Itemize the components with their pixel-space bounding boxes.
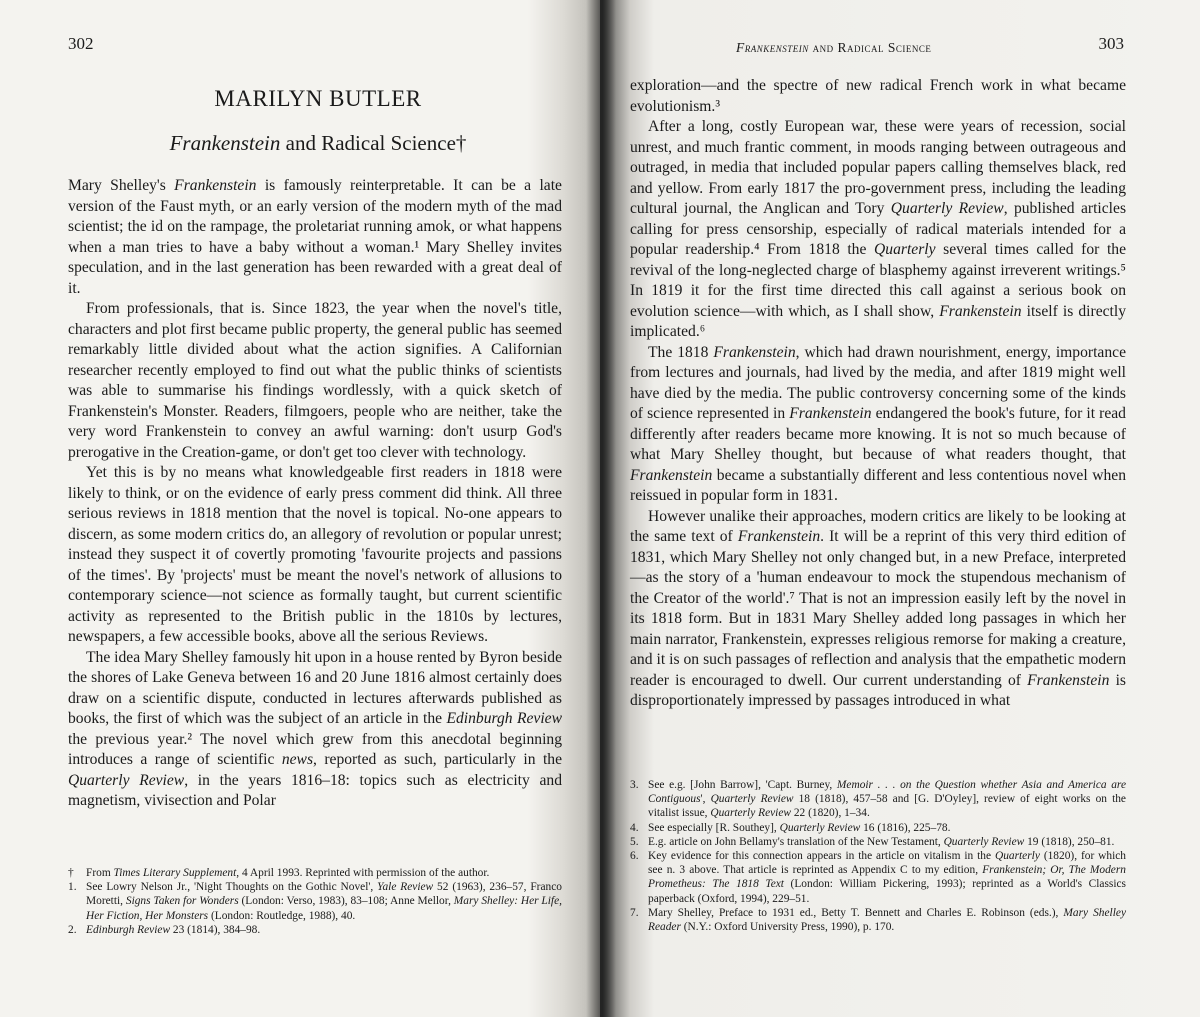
footnote — [630, 778, 1126, 821]
footnotes — [68, 866, 562, 937]
italic-run: Frankenstein — [713, 343, 796, 361]
italic-run: Mary Shelley: Her Life, Her Fiction, Her Monsters — [86, 895, 562, 922]
italic-run: Frankenstein; Or, The Modern Prometheus: The 1818 Text — [648, 864, 1126, 891]
paragraph: exploration—and the spectre of new radical French work in what became evolutionism.³ — [630, 77, 1126, 115]
italic-run: Mary Shelley Reader — [648, 906, 1126, 934]
footnote — [630, 835, 1126, 849]
page-number: 303 — [1098, 34, 1124, 53]
author-name: MARILYN BUTLER — [214, 86, 422, 111]
running-head-italic: Frankenstein — [736, 40, 809, 55]
italic-run: Frankenstein — [939, 302, 1022, 320]
italic-run: Frankenstein — [1027, 671, 1110, 689]
italic-run: Quarterly Review — [68, 771, 185, 789]
footnote — [68, 923, 562, 937]
article-title — [68, 131, 568, 156]
title-dagger: † — [455, 131, 467, 155]
footnote-marker: 3. — [630, 779, 639, 791]
right-page — [600, 0, 1200, 1017]
italic-run: Frankenstein — [174, 177, 257, 194]
title-rest: and Radical Science — [280, 131, 456, 155]
footnote-marker: 6. — [630, 850, 639, 863]
italic-run: Frankenstein — [789, 405, 872, 422]
footnote-text: Mary Shelley, Preface to 1931 ed., Betty T. Bennett and Charles E. Robinson (eds.), Mary Shelley Reader (N.Y.: Oxford University Press, 1990), p. 170. — [648, 906, 1126, 934]
footnote — [630, 906, 1126, 934]
footnote-marker: 5. — [630, 835, 639, 848]
footnote — [68, 866, 562, 880]
footnote — [68, 880, 562, 923]
paragraph: However unalike their approaches, modern critics are likely to be looking at the same text of Frankenstein. It will be a reprint of this very third edition of 1831, which Mary Shelley not only changed but, in a new Preface, interpreted—as the story of a 'human endeavour to mock the stupendous mechanism of the Creator of the world'.⁷ That is not an impression easily left by the novel in its 1818 form. But in 1831 Mary Shelley added long passages in which her main narrator, Frankenstein, expresses religious remorse for making a creature, and it is on such passages of reflection and analysis that the empathetic modern reader is encouraged to dwell. Our current understanding of Frankenstein is disproportionately impressed by passages introduced in what — [630, 507, 1127, 709]
footnote-marker: 1. — [68, 881, 77, 894]
title-italic: Frankenstein — [169, 131, 281, 155]
book-gutter-shadow — [586, 0, 616, 1017]
paragraph: The idea Mary Shelley famously hit upon in a house rented by Byron beside the shores of Lake Geneva between 16 and 20 June 1816 almost certainly does draw on a scientific dispute, conducted in lectures afterwards published as books, the first of which was the subject of an article in the Edinburgh Review the previous year.² The novel which grew from this anecdotal beginning introduces a range of scientific news, reported as such, particularly in the Quarterly Review, in the years 1816–18: topics such as electricity and magnetism, vivisection and Polar — [68, 648, 562, 809]
italic-run: Quarterly — [874, 241, 936, 258]
footnote — [630, 849, 1126, 906]
footnote — [630, 821, 1126, 835]
paragraph: Mary Shelley's Frankenstein is famously reinterpretable. It can be a late version of the Faust myth, or an early version of the modern myth of the mad scientist; the id on the rampage, the proletariat running amok, or what happens when a man tries to have a baby without a woman.¹ Mary Shelley invites speculation, and in the last generation has been rewarded with a great deal of it. — [68, 177, 562, 297]
footnote-text: Edinburgh Review 23 (1814), 384–98. — [86, 923, 261, 936]
footnote-marker: 7. — [630, 906, 639, 919]
italic-run: Quarterly Review — [943, 835, 1025, 848]
paragraph: From professionals, that is. Since 1823, the year when the novel's title, characters and plot first became public property, the general public has seemed remarkably little divided about what the action signifies. A Californian researcher recently employed to find out what the public thinks of scientists was able to summarise his findings wordlessly, with a quick sketch of Frankenstein's Monster. Readers, filmgoers, people who are neither, take the very word Frankenstein to convey an awful warning: don't usurp God's prerogative in the Creation-game, or don't get too clever with technology. — [68, 300, 562, 461]
italic-run: news — [281, 751, 314, 768]
italic-run: Quarterly Review — [710, 807, 792, 820]
body-text — [630, 76, 1126, 712]
footnote-marker: 4. — [630, 821, 639, 834]
italic-run: Times Literary Supplement — [113, 867, 237, 879]
footnote-text: See e.g. [John Barrow], 'Capt. Burney, Memoir . . . on the Question whether Asia and America are Contiguous', Quarterly Review 18 (1818), 457–58 and [G. D'Oyley], review of eight works on the vitalist issue, Quarterly Review 22 (1820), 1–34. — [648, 779, 1126, 820]
running-head — [736, 40, 931, 56]
italic-run: Signs Taken for Wonders — [125, 895, 239, 908]
italic-run: Yale Review — [377, 881, 434, 894]
footnote-text: From Times Literary Supplement, 4 April 1993. Reprinted with permission of the author. — [86, 867, 490, 879]
italic-run: Edinburgh Review — [446, 710, 562, 727]
body-text — [68, 176, 562, 812]
italic-run: Quarterly Review — [710, 793, 794, 806]
footnotes — [630, 778, 1126, 934]
footnote-marker: 2. — [68, 923, 77, 936]
italic-run: Frankenstein — [737, 528, 821, 545]
footnote-text: See especially [R. Southey], Quarterly Review 16 (1816), 225–78. — [648, 821, 951, 834]
paragraph: Yet this is by no means what knowledgeable first readers in 1818 were likely to think, or on the evidence of early press comment did think. All three serious reviews in 1818 mention that the novel is topical. No-one appears to discern, as some modern critics do, an allegory of revolution or popular unrest; instead they suspect it of covertly promoting 'favourite projects and passions of the times'. By 'projects' must be meant the novel's network of allusions to contemporary science—not science as formally taught, but current scientific activity as represented to the British public in the 1810s by lectures, newspapers, a few accessible books, above all the serious Reviews. — [68, 464, 562, 645]
running-head-rest: and Radical Science — [808, 40, 932, 55]
italic-run: Quarterly — [994, 850, 1040, 863]
italic-run: Memoir . . . on the Question whether Asia and America are Contiguous — [648, 779, 1126, 806]
paragraph: After a long, costly European war, these were years of recession, social unrest, and much frantic comment, in moods ranging between outrageous and outraged, in media that included popular papers calling themselves black, red and yellow. From early 1817 the pro-government press, including the leading cultural journal, the Anglican and Tory Quarterly Review, published articles calling for press censorship, especially of radical materials intended for a popular readership.⁴ From 1818 the Quarterly several times called for the revival of the long-neglected charge of blasphemy against irreverent writings.⁵ In 1819 it for the first time directed this call against a serious book on evolution science—with which, as I shall show, Frankenstein itself is directly implicated.⁶ — [630, 118, 1127, 340]
footnote-text: See Lowry Nelson Jr., 'Night Thoughts on the Gothic Novel', Yale Review 52 (1963), 236–57, Franco Moretti, Signs Taken for Wonders (London: Verso, 1983), 83–108; Anne Mellor, Mary Shelley: Her Life, Her Fiction, Her Monsters (London: Routledge, 1988), 40. — [86, 881, 562, 922]
italic-run: Quarterly Review — [779, 821, 861, 834]
italic-run: Frankenstein — [630, 466, 713, 484]
footnote-marker: † — [68, 867, 74, 879]
footnote-text: Key evidence for this connection appears in the article on vitalism in the Quarterly (1820), for which see n. 3 above. That article is reprinted as Appendix C to my edition, Frankenstein; Or, The Modern Prometheus: The 1818 Text (London: William Pickering, 1993); reprinted as a World's Classics paperback (Oxford, 1994), 229–51. — [648, 850, 1126, 905]
italic-run: Quarterly Review — [890, 200, 1004, 217]
italic-run: Edinburgh Review — [86, 923, 171, 936]
footnote-text: E.g. article on John Bellamy's translation of the New Testament, Quarterly Review 19 (1818), 250–81. — [648, 835, 1115, 848]
page-number: 302 — [68, 34, 94, 53]
paragraph: The 1818 Frankenstein, which had drawn nourishment, energy, importance from lectures and journals, had lived by the media, and after 1819 might well have died by the media. The public controversy concerning some of the kinds of science represented in Frankenstein endangered the book's future, for it read differently after readers became more knowing. It is not so much because of what Mary Shelley thought, but because of what readers thought, that Frankenstein became a substantially different and less contentious novel when reissued in popular form in 1831. — [630, 343, 1126, 504]
